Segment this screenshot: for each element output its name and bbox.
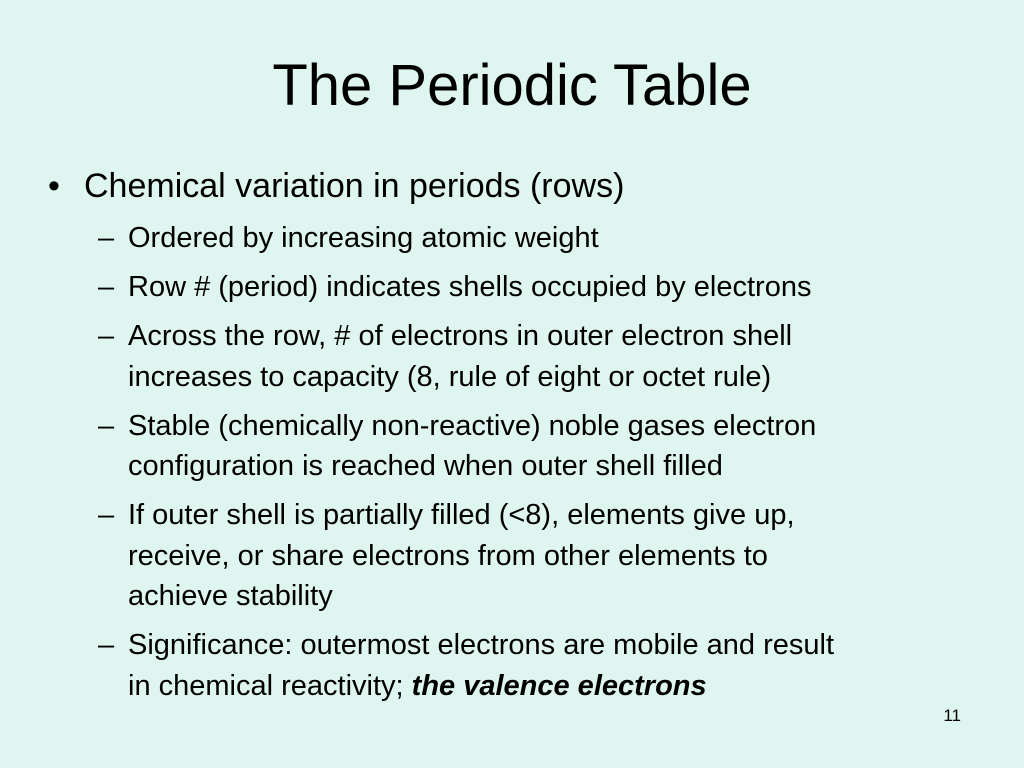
sub-bullet-text: Ordered by increasing atomic weight: [128, 222, 599, 254]
dash-marker: –: [98, 499, 115, 531]
sub-bullet-line: configuration is reached when outer shell filled: [128, 450, 723, 482]
sub-bullet-item: [98, 495, 978, 617]
sub-bullet-line: If outer shell is partially filled (<8), elements give up,: [128, 499, 795, 531]
sub-bullet-item: [98, 316, 978, 397]
page-number: 11: [943, 706, 961, 725]
sub-bullet-line: Significance: outermost electrons are mobile and result: [128, 629, 835, 661]
slide-title: The Periodic Table: [272, 53, 752, 118]
sub-bullet-item: [98, 218, 978, 259]
main-bullet: [48, 164, 624, 208]
dash-marker: –: [98, 271, 115, 303]
dash-marker: –: [98, 222, 115, 254]
sub-bullet-line: Across the row, # of electrons in outer electron shell: [128, 320, 793, 352]
dash-marker: –: [98, 629, 115, 661]
sub-bullet-line: receive, or share electrons from other elements to: [128, 539, 768, 572]
emphasis-text: the valence electrons: [411, 669, 707, 702]
dash-marker: –: [98, 320, 115, 352]
sub-bullet-line: Stable (chemically non-reactive) noble gases electron: [128, 409, 817, 442]
sub-bullet-line: achieve stability: [128, 580, 333, 612]
dash-marker: –: [98, 409, 115, 442]
sub-bullet-line: increases to capacity (8, rule of eight or octet rule): [128, 360, 772, 393]
sub-bullet-item: [98, 406, 978, 487]
sub-bullet-list: [98, 218, 978, 715]
sub-bullet-item: [98, 267, 978, 308]
sub-bullet-line: in chemical reactivity;: [128, 669, 412, 702]
sub-bullet-item: [98, 625, 978, 706]
sub-bullet-text: Row # (period) indicates shells occupied by electrons: [128, 271, 812, 303]
bullet-marker: •: [48, 167, 60, 205]
main-bullet-text: Chemical variation in periods (rows): [84, 167, 625, 205]
